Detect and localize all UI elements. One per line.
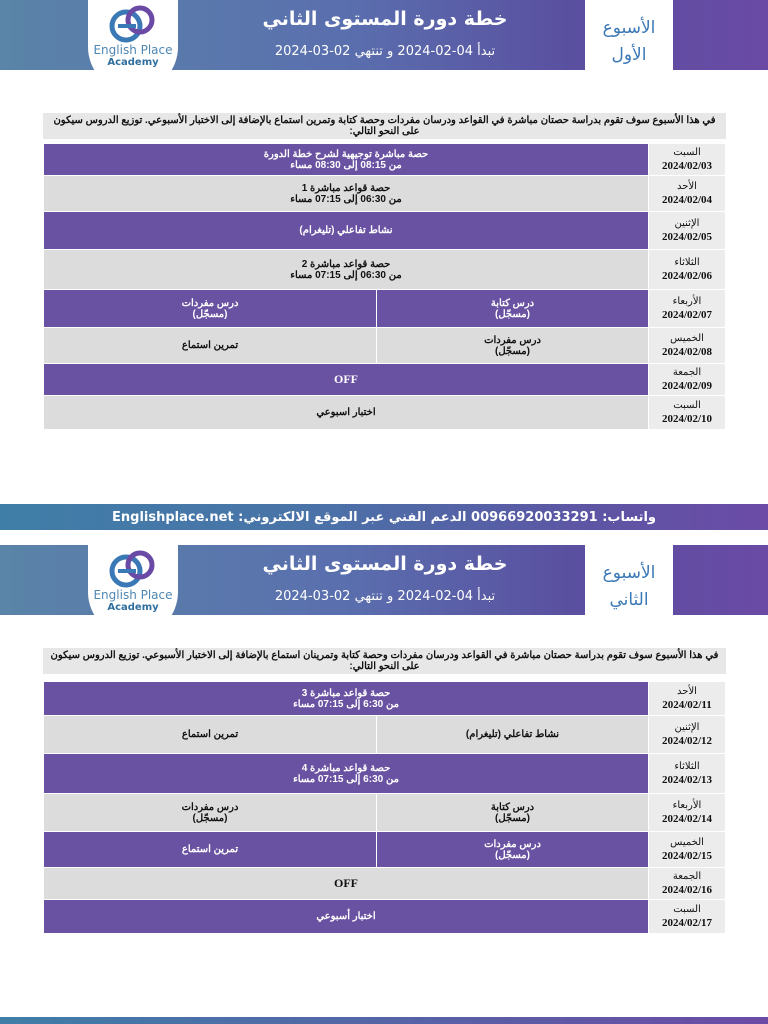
session-cell: OFF <box>44 364 649 396</box>
logo-name: English Place <box>93 43 173 57</box>
session-cell: OFF <box>44 868 649 900</box>
day-cell: الأربعاء 2024/02/14 <box>649 794 726 832</box>
session-cell: درس مفردات (مسجّل) <box>44 290 377 328</box>
table-row <box>44 328 726 364</box>
session-cell: درس كتابة (مسجّل) <box>377 794 649 832</box>
day-cell: الجمعة 2024/02/16 <box>649 868 726 900</box>
week-label-box <box>585 545 673 629</box>
logo-sub: Academy <box>107 57 159 68</box>
session-cell: درس مفردات (مسجّل) <box>377 832 649 868</box>
week-label-line2: الأول <box>611 45 647 65</box>
session-cell: اختبار اسبوعي <box>44 396 649 430</box>
week-label-box <box>585 0 673 84</box>
course-title: خطة دورة المستوى الثاني <box>262 553 508 575</box>
table-row <box>44 396 726 430</box>
logo-week1 <box>88 0 178 92</box>
day-cell: السبت 2024/02/03 <box>649 144 726 176</box>
day-cell: الجمعة 2024/02/09 <box>649 364 726 396</box>
day-cell: الأربعاء 2024/02/07 <box>649 290 726 328</box>
logo-name: English Place <box>93 588 173 602</box>
week-intro: في هذا الأسبوع سوف تقوم بدراسة حصتان مباشرة في القواعد ودرسان مفردات وحصة كتابة وتمرينان استماع بالإضافة إلى الاختبار الأسبوعي. توزيع الدروس سيكون على النحو التالي: <box>43 648 726 674</box>
logo-mark-icon <box>108 4 158 44</box>
session-cell: تمرين استماع <box>44 716 377 754</box>
day-cell: الإثنين 2024/02/12 <box>649 716 726 754</box>
session-cell: درس مفردات (مسجّل) <box>44 794 377 832</box>
week-intro: في هذا الأسبوع سوف تقوم بدراسة حصتان مباشرة في القواعد ودرسان مفردات وحصة كتابة وتمرين استماع بالإضافة إلى الاختبار الأسبوعي. توزيع الدروس سيكون على النحو التالي: <box>43 113 726 139</box>
week-label-line1: الأسبوع <box>602 18 656 38</box>
schedule-table-week1 <box>43 143 726 430</box>
course-dates: تبدأ 04-02-2024 و تنتهي 02-03-2024 <box>274 44 496 59</box>
logo-mark-icon <box>108 549 158 589</box>
table-row <box>44 144 726 176</box>
session-cell: حصة قواعد مباشرة 1 من 06:30 إلى 07:15 مساء <box>44 176 649 212</box>
day-cell: السبت 2024/02/10 <box>649 396 726 430</box>
course-title: خطة دورة المستوى الثاني <box>262 8 508 30</box>
session-cell: تمرين استماع <box>44 832 377 868</box>
table-row <box>44 250 726 290</box>
session-cell: حصة قواعد مباشرة 3 من 6:30 إلى 07:15 مساء <box>44 682 649 716</box>
week-label-line2: الثاني <box>609 590 649 610</box>
session-cell: درس كتابة (مسجّل) <box>377 290 649 328</box>
table-row <box>44 290 726 328</box>
session-cell: نشاط تفاعلي (تليغرام) <box>44 212 649 250</box>
session-cell: حصة مباشرة توجيهية لشرح خطة الدورة من 08:15 إلى 08:30 مساء <box>44 144 649 176</box>
day-cell: الأحد 2024/02/11 <box>649 682 726 716</box>
bottom-band <box>0 1017 768 1024</box>
day-cell: الإثنين 2024/02/05 <box>649 212 726 250</box>
session-cell: حصة قواعد مباشرة 4 من 6:30 إلى 07:15 مساء <box>44 754 649 794</box>
week-label-line1: الأسبوع <box>602 563 656 583</box>
table-row <box>44 716 726 754</box>
schedule-table-week2 <box>43 681 726 934</box>
session-cell: نشاط تفاعلي (تليغرام) <box>377 716 649 754</box>
session-cell: حصة قواعد مباشرة 2 من 06:30 إلى 07:15 مساء <box>44 250 649 290</box>
logo-week2 <box>88 545 178 637</box>
session-cell: درس مفردات (مسجّل) <box>377 328 649 364</box>
table-row <box>44 868 726 900</box>
day-cell: الثلاثاء 2024/02/06 <box>649 250 726 290</box>
table-row <box>44 794 726 832</box>
table-row <box>44 364 726 396</box>
day-cell: الخميس 2024/02/15 <box>649 832 726 868</box>
table-row <box>44 682 726 716</box>
session-cell: اختبار أسبوعي <box>44 900 649 934</box>
day-cell: الأحد 2024/02/04 <box>649 176 726 212</box>
day-cell: الخميس 2024/02/08 <box>649 328 726 364</box>
table-row <box>44 754 726 794</box>
day-cell: الثلاثاء 2024/02/13 <box>649 754 726 794</box>
contact-footer: واتساب: 00966920033291 الدعم الفني عبر الموقع الالكتروني: Englishplace.net <box>0 504 768 530</box>
table-row <box>44 832 726 868</box>
logo-sub: Academy <box>107 602 159 613</box>
course-dates: تبدأ 04-02-2024 و تنتهي 02-03-2024 <box>274 589 496 604</box>
session-cell: تمرين استماع <box>44 328 377 364</box>
table-row <box>44 176 726 212</box>
day-cell: السبت 2024/02/17 <box>649 900 726 934</box>
table-row <box>44 900 726 934</box>
table-row <box>44 212 726 250</box>
